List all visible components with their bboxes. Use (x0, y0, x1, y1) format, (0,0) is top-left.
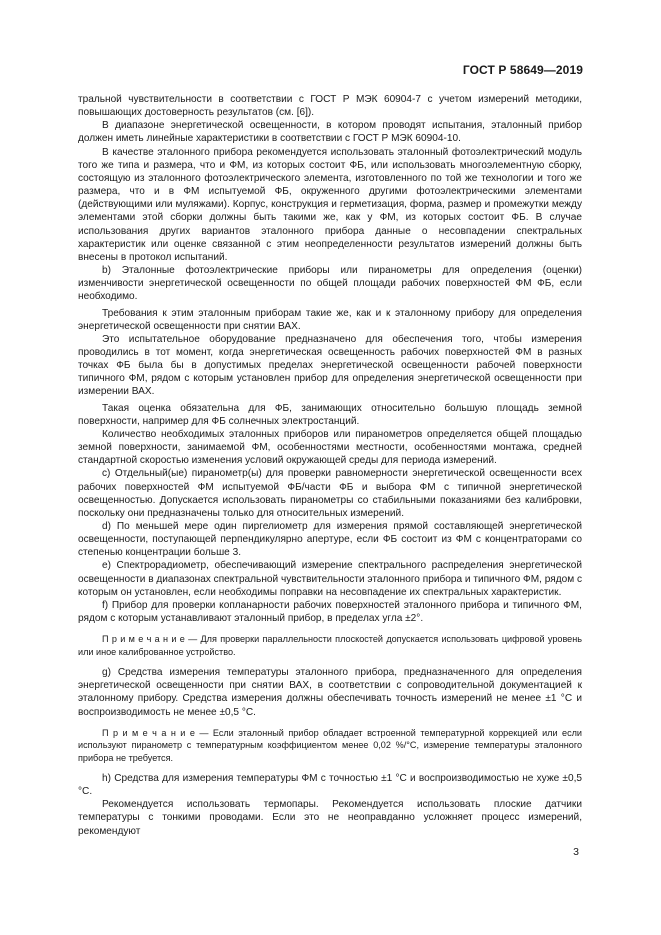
note-text: — Для проверки параллельности плоскостей допускается использовать цифровой уровень или иное калиброванное устройство. (78, 634, 582, 657)
list-item-g: g) Средства измерения температуры эталонного прибора, предназначенного для определения энергетической освещенности при снятии ВАХ, в соответствии с сопроводительной документацией к эталонному прибору. Средства измерения должны обеспечивать точность измерений не менее ±1 °С и воспроизводимость не менее ±0,5 °С. (78, 667, 582, 718)
list-item-b: b) Эталонные фотоэлектрические приборы или пиранометры для определения (оценки) изменчивости энергетической освещенности по общей площади рабочих поверхностей ФМ ФБ, если необходимо. (78, 265, 582, 303)
paragraph-device-quantity: Количество необходимых эталонных приборов или пиранометров определяется общей площадью земной поверхности, занимаемой ФМ, особенностями местности, особенностями монтажа, средней стандартной скоростью изменения условий окружающей среды для периода измерений. (78, 428, 582, 467)
paragraph-requirements: Требования к этим эталонным приборам такие же, как и к эталонному прибору для определения энергетической освещенности при снятии ВАХ. (78, 307, 582, 332)
paragraph-spectral-sensitivity: тральной чувствительности в соответствии с ГОСТ Р МЭК 60904-7 с учетом измерений методики, повышающих достоверность результатов (см. [6]). (78, 94, 582, 119)
paragraph-assessment-mandatory: Такая оценка обязательна для ФБ, занимающих относительно большую площадь земной поверхности, например для ФБ солнечных электростанций. (78, 402, 582, 427)
document-header-standard-id: ГОСТ Р 58649—2019 (462, 63, 583, 77)
note-temperature-correction (78, 727, 582, 764)
list-item-f: f) Прибор для проверки копланарности рабочих поверхностей эталонного прибора и типичного ФМ, рядом с которым устанавливают эталонный прибор, в пределах угла ±2°. (78, 599, 582, 625)
note-text: — Если эталонный прибор обладает встроенной температурной коррекцией или если используют пиранометр с температурным коэффициентом менее 0,02 %/°С, измерение температуры эталонного прибора не требуется. (78, 727, 582, 763)
page-number: 3 (573, 846, 579, 858)
paragraph-thermocouples: Рекомендуется использовать термопары. Рекомендуется использовать плоские датчики температуры с тонкими проводами. Если это не неоправданно усложняет процесс измерений, рекомендуют (78, 799, 582, 837)
list-item-e: e) Спектрорадиометр, обеспечивающий измерение спектрального распределения энергетической освещенности в диапазонах спектральной чувствительности эталонного прибора и типичного ФМ, рядом с которым он установлен, если необходимы поправки на несовпадение их спектральных характеристик. (78, 560, 582, 598)
paragraph-irradiance-range: В диапазоне энергетической освещенности, в котором проводят испытания, эталонный прибор должен иметь линейные характеристики в соответствии с ГОСТ Р МЭК 60904-10. (78, 120, 582, 145)
paragraph-reference-device: В качестве эталонного прибора рекомендуется использовать эталонный фотоэлектрический модуль того же типа и размера, что и ФМ, из которых состоит ФБ, или использовать многоэлементную сборку, состоящую из эталонного фотоэлектрического элемента, изготовленного по той же технологии и того же размера, что и в ФМ испытуемой ФБ, окруженного другими фотоэлектрическими элементами (действующими или муляжами). Корпус, конструкция и герметизация, форма, размер и промежутки между элементами этой сборки должны быть такими же, как у ФМ, из которых состоит ФБ. В случае использования других вариантов эталонного прибора данные о несовпадении спектральных характеристик или оценке связанной с этим неопределенности результатов измерений должны быть внесены в протокол испытаний. (78, 146, 582, 263)
list-item-c: c) Отдельный(ые) пиранометр(ы) для проверки равномерности энергетической освещенности всех рабочих поверхностей ФМ испытуемой ФБ/части ФБ и выбора ФМ с типичной энергетической освещенностью. Допускается использовать пиранометры со стабильными показаниями без калибровки, поскольку они предназначены только для относительных измерений. (78, 468, 582, 519)
note-label: П р и м е ч а н и е (102, 634, 185, 645)
list-item-d: d) По меньшей мере один пиргелиометр для измерения прямой составляющей энергетической освещенности, поступающей перпендикулярно апертуре, если ФБ состоит из ФМ с концентраторами со степенью концентрации больше 3. (78, 521, 582, 559)
document-body (78, 93, 582, 838)
note-label: П р и м е ч а н и е (102, 727, 195, 738)
list-item-h: h) Средства для измерения температуры ФМ с точностью ±1 °С и воспроизводимостью не хуже ±0,5 °С. (78, 772, 582, 798)
note-coplanarity (78, 633, 582, 658)
paragraph-test-equipment-purpose: Это испытательное оборудование предназначено для обеспечения того, чтобы измерения проводились в тот момент, когда энергетическая освещенность рабочих поверхностей ФМ в разных точках ФБ была бы в допустимых пределах энергетической освещенности рабочей поверхности типичного ФМ, рядом с которым установлен прибор для определения энергетической освещенности при измерении ВАХ. (78, 333, 582, 398)
